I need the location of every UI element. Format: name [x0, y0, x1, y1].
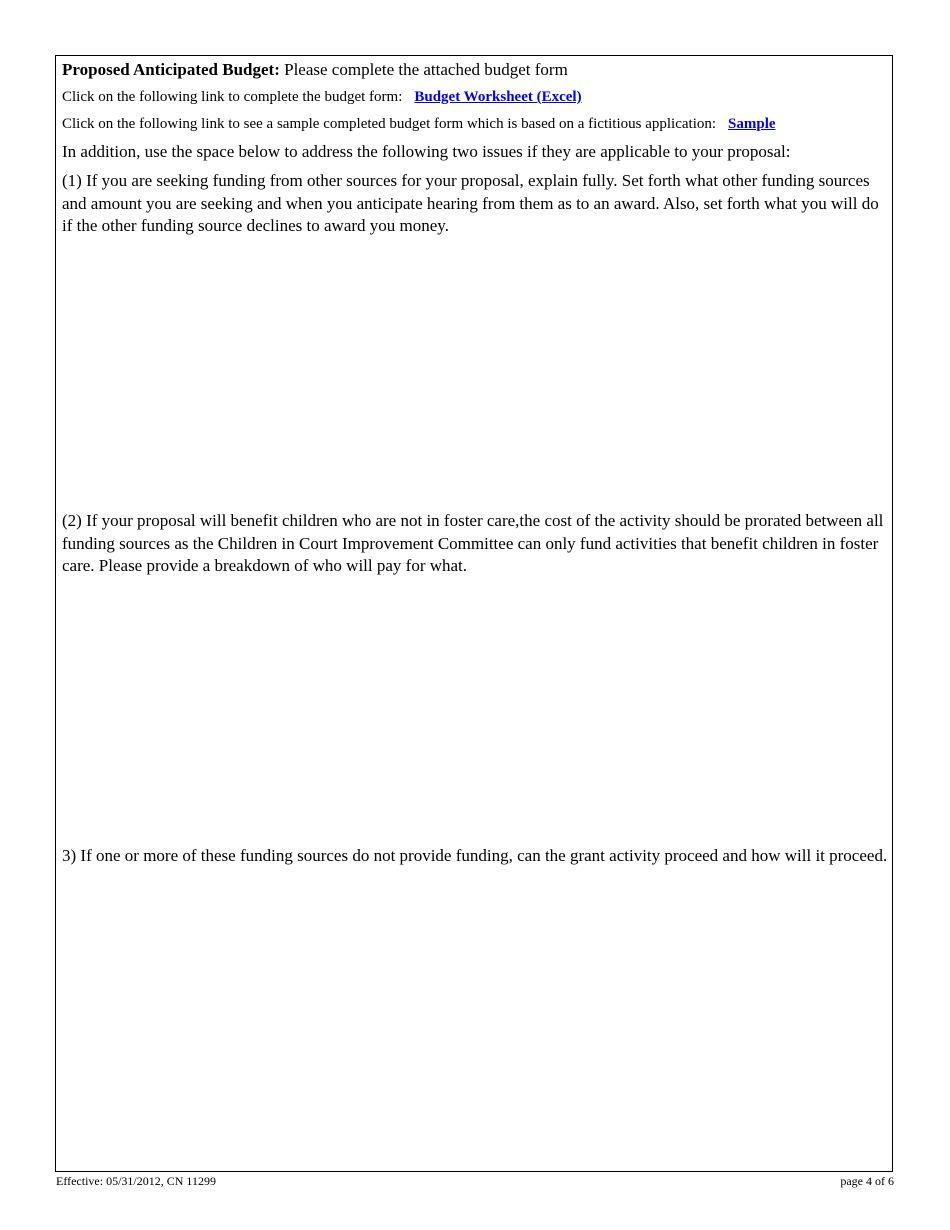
budget-heading-label: Proposed Anticipated Budget: — [62, 60, 280, 79]
budget-worksheet-link[interactable]: Budget Worksheet (Excel) — [414, 89, 582, 105]
answer-area-3[interactable] — [62, 894, 886, 1164]
sample-line — [62, 116, 886, 133]
footer-effective-date: Effective: 05/31/2012, CN 11299 — [56, 1174, 216, 1188]
budget-form-box — [55, 55, 893, 1172]
footer-page-number: page 4 of 6 — [840, 1174, 894, 1188]
budget-heading-text: Please complete the attached budget form — [279, 60, 568, 79]
sample-link[interactable]: Sample — [728, 116, 776, 132]
answer-area-2[interactable] — [62, 582, 886, 840]
question-2: (2) If your proposal will benefit children who are not in foster care,the cost of the activity should be prorated between all funding sources as the Children in Court Improvement Committee can only fund activities that benefit children in foster care. Please provide a breakdown of who will pay for what. — [62, 511, 884, 575]
budget-worksheet-instruction: Click on the following link to complete the budget form: — [62, 89, 403, 105]
intro-text: In addition, use the space below to address the following two issues if they are applicable to your proposal: — [62, 142, 791, 161]
question-3: 3) If one or more of these funding sources do not provide funding, can the grant activity proceed and how will it proceed. — [62, 846, 888, 865]
budget-worksheet-line — [62, 89, 886, 106]
budget-heading — [62, 60, 886, 80]
sample-instruction: Click on the following link to see a sample completed budget form which is based on a fictitious application: — [62, 116, 717, 132]
question-1: (1) If you are seeking funding from other sources for your proposal, explain fully. Set forth what other funding sources and amount you are seeking and when you anticipate hearing from them as to an award. Also, set forth what you will do if the other funding source declines to award you money. — [62, 171, 879, 235]
answer-area-1[interactable] — [62, 242, 886, 504]
